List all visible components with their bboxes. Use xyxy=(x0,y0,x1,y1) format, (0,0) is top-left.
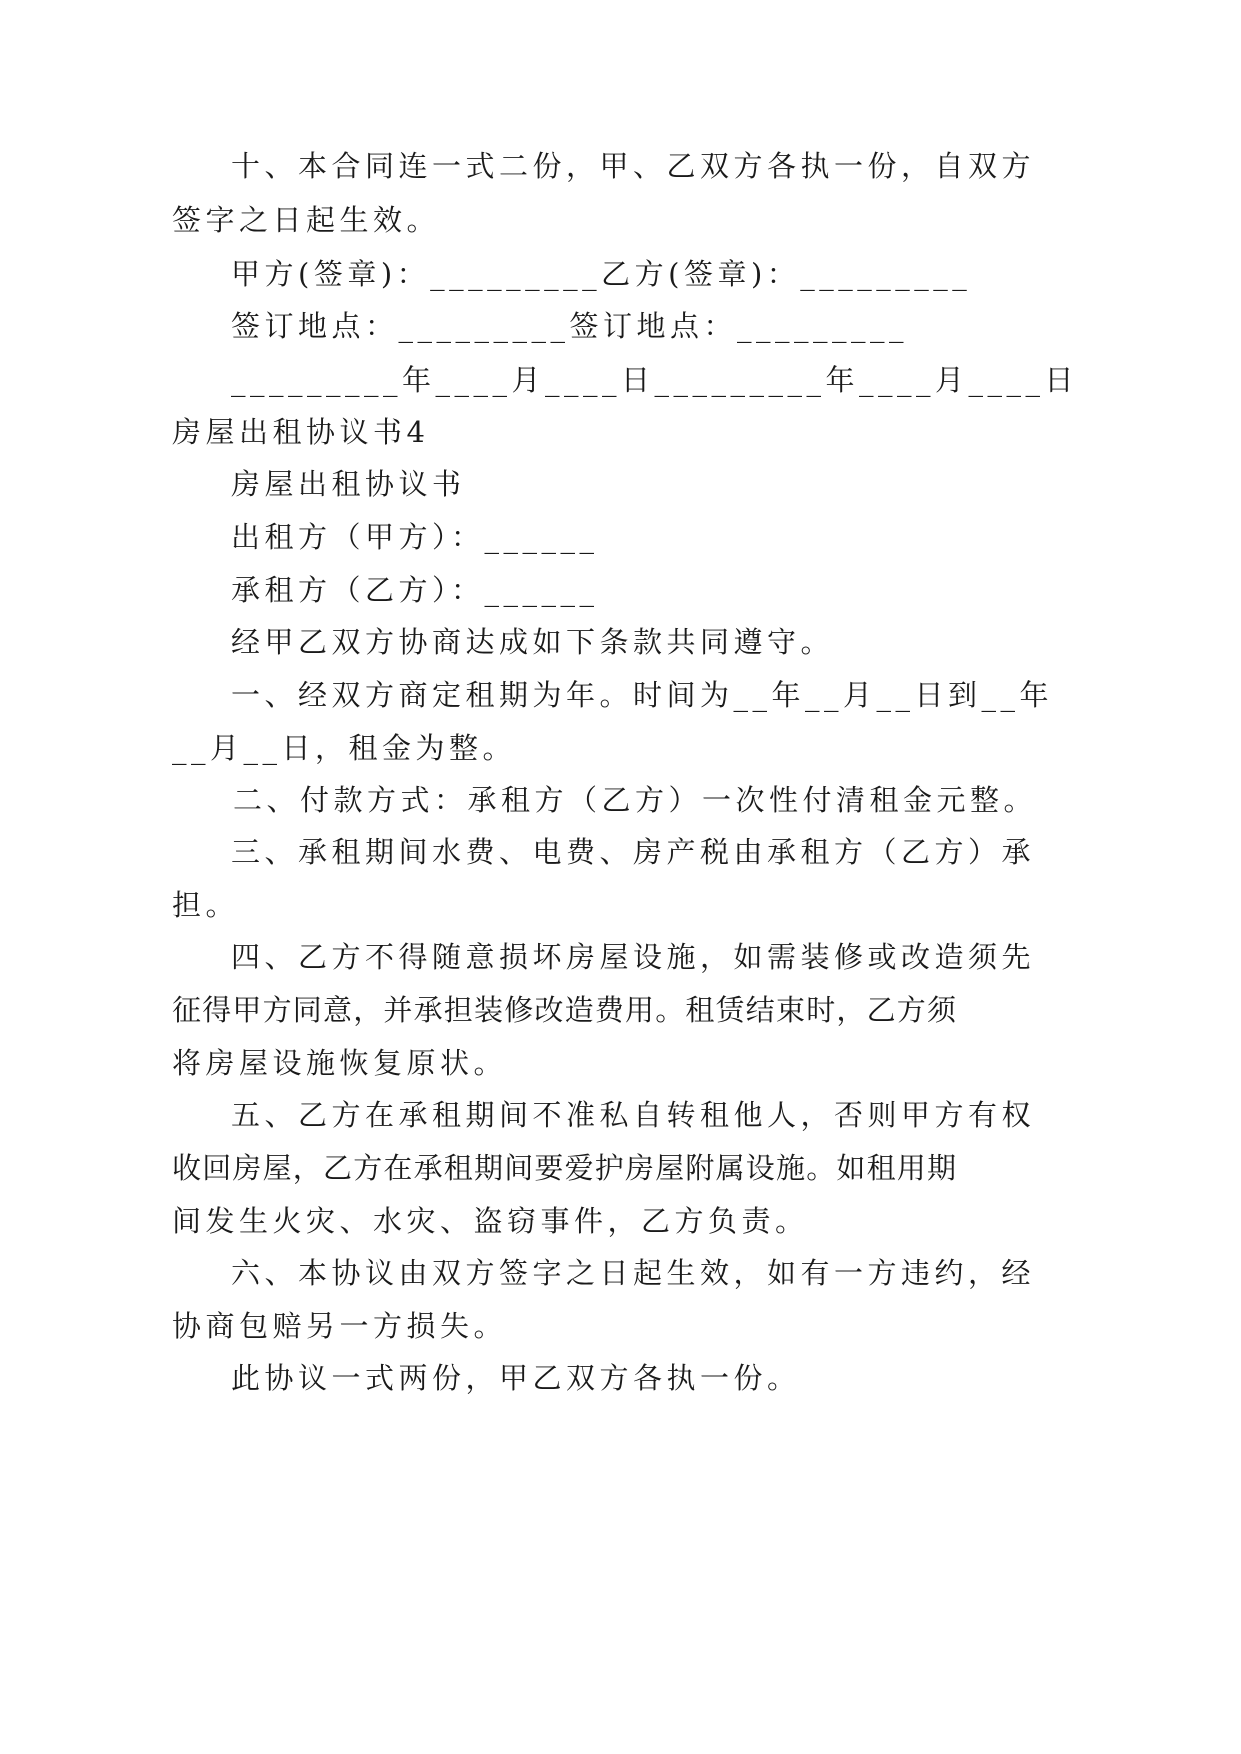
clause-five-line-3: 间发生火灾、水灾、盗窃事件，乙方负责。 xyxy=(172,1204,809,1238)
intro-line: 经甲乙双方协商达成如下条款共同遵守。 xyxy=(231,625,835,659)
closing-line: 此协议一式两份，甲乙双方各执一份。 xyxy=(231,1361,801,1395)
clause-ten-line-2: 签字之日起生效。 xyxy=(172,203,441,237)
clause-five-line-2: 收回房屋，乙方在承租期间要爱护房屋附属设施。如租用期 xyxy=(172,1151,958,1185)
clause-five-line-1: 五、乙方在承租期间不准私自转租他人，否则甲方有权 xyxy=(231,1098,1036,1132)
clause-six-line-1: 六、本协议由双方签字之日起生效，如有一方违约，经 xyxy=(231,1256,1036,1290)
document-title: 房屋出租协议书 xyxy=(231,467,466,501)
clause-three-line-2: 担。 xyxy=(172,888,240,922)
signing-place-line: 签订地点：_________签订地点：_________ xyxy=(231,309,909,343)
clause-four-line-2: 征得甲方同意，并承担装修改造费用。租赁结束时，乙方须 xyxy=(172,993,958,1027)
clause-two-line: 二、付款方式：承租方（乙方）一次性付清租金元整。 xyxy=(233,783,1038,817)
clause-one-line-1: 一、经双方商定租期为年。时间为__年__月__日到__年 xyxy=(231,678,1054,712)
clause-six-line-2: 协商包赔另一方损失。 xyxy=(172,1309,508,1343)
clause-four-line-3: 将房屋设施恢复原状。 xyxy=(172,1046,508,1080)
lessee-line: 承租方（乙方）：______ xyxy=(231,573,599,607)
clause-three-line-1: 三、承租期间水费、电费、房产税由承租方（乙方）承 xyxy=(231,835,1036,869)
section-heading: 房屋出租协议书4 xyxy=(172,415,430,449)
clause-one-line-2: __月__日，租金为整。 xyxy=(172,731,517,765)
clause-four-line-1: 四、乙方不得随意损坏房屋设施，如需装修或改造须先 xyxy=(231,940,1036,974)
lessor-line: 出租方（甲方）：______ xyxy=(231,520,599,554)
signature-line: 甲方(签章)：_________乙方(签章)：_________ xyxy=(231,257,972,291)
clause-ten-line-1: 十、本合同连一式二份，甲、乙双方各执一份，自双方 xyxy=(231,149,1036,183)
signing-date-line: _________年____月____日_________年____月____日 xyxy=(231,363,1079,397)
